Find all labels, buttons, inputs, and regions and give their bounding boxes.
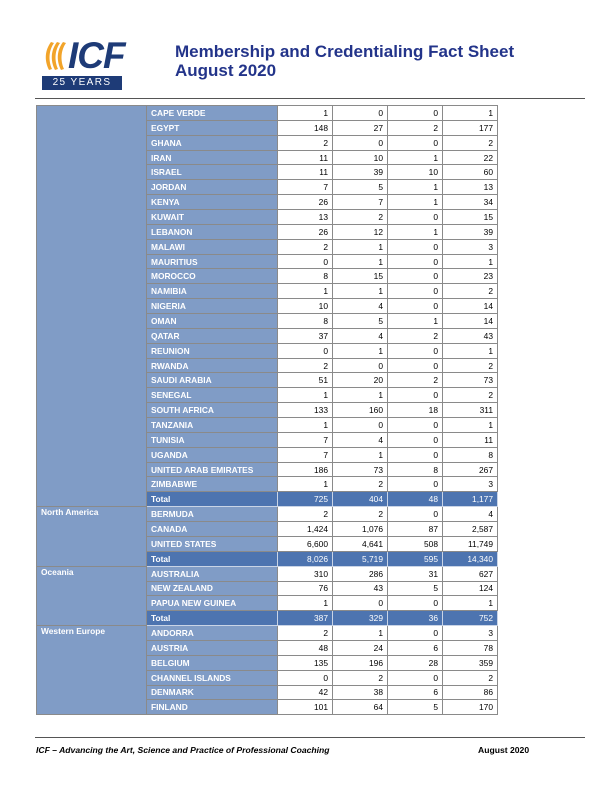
icf-logo [42,35,125,90]
value-cell: 0 [388,106,443,121]
country-cell: RWANDA [147,358,278,373]
value-cell: 1 [388,180,443,195]
footer-tagline: ICF – Advancing the Art, Science and Practice of Professional Coaching [36,745,330,755]
value-cell: 311 [443,403,498,418]
value-cell: 1 [333,254,388,269]
value-cell: 0 [388,432,443,447]
table-row [37,566,498,581]
value-cell: 2 [278,358,333,373]
value-cell: 1 [443,418,498,433]
country-cell: FINLAND [147,700,278,715]
value-cell: 2 [333,477,388,492]
value-cell: 43 [333,581,388,596]
value-cell: 1 [388,314,443,329]
value-cell: 7 [333,195,388,210]
value-cell: 0 [388,269,443,284]
country-cell: ZIMBABWE [147,477,278,492]
value-cell: 1 [278,596,333,611]
value-cell: 23 [443,269,498,284]
value-cell: 0 [388,418,443,433]
logo-wordmark: ICF [68,35,125,76]
value-cell: 0 [333,106,388,121]
value-cell: 0 [388,299,443,314]
country-cell: SOUTH AFRICA [147,403,278,418]
value-cell: 87 [388,522,443,537]
value-cell: 14 [443,299,498,314]
value-cell: 6,600 [278,536,333,551]
value-cell: 508 [388,536,443,551]
country-cell: SENEGAL [147,388,278,403]
country-cell: LEBANON [147,224,278,239]
value-cell: 359 [443,655,498,670]
value-cell: 148 [278,120,333,135]
value-cell: 8 [278,269,333,284]
country-cell: AUSTRALIA [147,566,278,581]
value-cell: 1 [333,343,388,358]
value-cell: 1 [333,626,388,641]
value-cell: 42 [278,685,333,700]
value-cell: 2 [278,239,333,254]
value-cell: 2 [388,120,443,135]
value-cell: 38 [333,685,388,700]
country-cell: BERMUDA [147,507,278,522]
country-cell: Total [147,551,278,566]
value-cell: 1 [443,106,498,121]
value-cell: 1 [388,224,443,239]
value-cell: 1 [333,447,388,462]
value-cell: 0 [388,477,443,492]
value-cell: 135 [278,655,333,670]
value-cell: 0 [388,626,443,641]
value-cell: 28 [388,655,443,670]
value-cell: 48 [388,492,443,507]
value-cell: 2 [333,210,388,225]
value-cell: 7 [278,180,333,195]
country-cell: DENMARK [147,685,278,700]
value-cell: 39 [333,165,388,180]
value-cell: 15 [443,210,498,225]
country-cell: ISRAEL [147,165,278,180]
country-cell: UNITED STATES [147,536,278,551]
value-cell: 1 [333,284,388,299]
table-row [37,626,498,641]
country-cell: ANDORRA [147,626,278,641]
value-cell: 0 [388,210,443,225]
value-cell: 0 [388,447,443,462]
value-cell: 752 [443,611,498,626]
value-cell: 2 [443,358,498,373]
value-cell: 1,177 [443,492,498,507]
country-cell: PAPUA NEW GUINEA [147,596,278,611]
value-cell: 18 [388,403,443,418]
value-cell: 8 [278,314,333,329]
country-cell: KUWAIT [147,210,278,225]
value-cell: 0 [388,343,443,358]
value-cell: 2 [278,135,333,150]
value-cell: 2 [443,135,498,150]
value-cell: 101 [278,700,333,715]
value-cell: 11 [443,432,498,447]
value-cell: 3 [443,239,498,254]
country-cell: MALAWI [147,239,278,254]
value-cell: 0 [278,343,333,358]
value-cell: 329 [333,611,388,626]
value-cell: 5 [388,581,443,596]
value-cell: 310 [278,566,333,581]
value-cell: 5 [333,314,388,329]
value-cell: 11,749 [443,536,498,551]
footer-divider [35,737,585,738]
region-cell: Western Europe [37,626,147,715]
value-cell: 24 [333,640,388,655]
value-cell: 10 [388,165,443,180]
country-cell: IRAN [147,150,278,165]
value-cell: 267 [443,462,498,477]
country-cell: CANADA [147,522,278,537]
country-cell: REUNION [147,343,278,358]
value-cell: 60 [443,165,498,180]
value-cell: 1 [333,239,388,254]
table-row [37,106,498,121]
country-cell: Total [147,492,278,507]
value-cell: 12 [333,224,388,239]
country-cell: TANZANIA [147,418,278,433]
value-cell: 124 [443,581,498,596]
value-cell: 177 [443,120,498,135]
value-cell: 51 [278,373,333,388]
value-cell: 2 [333,670,388,685]
title-line-1: Membership and Credentialing Fact Sheet [175,42,515,61]
value-cell: 73 [333,462,388,477]
value-cell: 2 [388,373,443,388]
value-cell: 76 [278,581,333,596]
value-cell: 34 [443,195,498,210]
value-cell: 0 [388,254,443,269]
value-cell: 0 [388,284,443,299]
value-cell: 5 [388,700,443,715]
value-cell: 7 [278,447,333,462]
value-cell: 627 [443,566,498,581]
value-cell: 2,587 [443,522,498,537]
value-cell: 170 [443,700,498,715]
value-cell: 286 [333,566,388,581]
header-divider [35,98,585,99]
value-cell: 0 [388,388,443,403]
value-cell: 5 [333,180,388,195]
value-cell: 8,026 [278,551,333,566]
value-cell: 78 [443,640,498,655]
value-cell: 64 [333,700,388,715]
country-cell: AUSTRIA [147,640,278,655]
value-cell: 1 [443,343,498,358]
value-cell: 8 [443,447,498,462]
footer-date: August 2020 [478,745,530,755]
value-cell: 13 [278,210,333,225]
membership-table [36,105,498,715]
region-cell: North America [37,507,147,566]
value-cell: 14 [443,314,498,329]
country-cell: SAUDI ARABIA [147,373,278,388]
table-row [37,507,498,522]
value-cell: 26 [278,224,333,239]
value-cell: 0 [333,135,388,150]
country-cell: UGANDA [147,447,278,462]
value-cell: 1,076 [333,522,388,537]
value-cell: 7 [278,432,333,447]
value-cell: 6 [388,685,443,700]
country-cell: TUNISIA [147,432,278,447]
value-cell: 37 [278,328,333,343]
value-cell: 0 [388,358,443,373]
country-cell: CAPE VERDE [147,106,278,121]
country-cell: QATAR [147,328,278,343]
value-cell: 1 [278,106,333,121]
value-cell: 10 [278,299,333,314]
value-cell: 1 [443,254,498,269]
value-cell: 1 [278,388,333,403]
country-cell: NIGERIA [147,299,278,314]
value-cell: 4,641 [333,536,388,551]
value-cell: 186 [278,462,333,477]
value-cell: 4 [333,328,388,343]
value-cell: 11 [278,150,333,165]
value-cell: 0 [388,670,443,685]
country-cell: KENYA [147,195,278,210]
value-cell: 595 [388,551,443,566]
value-cell: 13 [443,180,498,195]
value-cell: 2 [443,388,498,403]
value-cell: 27 [333,120,388,135]
value-cell: 15 [333,269,388,284]
value-cell: 26 [278,195,333,210]
value-cell: 0 [388,596,443,611]
value-cell: 2 [443,284,498,299]
region-cell [37,106,147,507]
region-cell: Oceania [37,566,147,625]
country-cell: GHANA [147,135,278,150]
value-cell: 4 [333,299,388,314]
value-cell: 36 [388,611,443,626]
value-cell: 48 [278,640,333,655]
value-cell: 2 [278,626,333,641]
value-cell: 2 [333,507,388,522]
logo-years-banner: 25 YEARS [42,76,122,90]
value-cell: 0 [388,239,443,254]
country-cell: EGYPT [147,120,278,135]
country-cell: JORDAN [147,180,278,195]
country-cell: BELGIUM [147,655,278,670]
value-cell: 31 [388,566,443,581]
title-line-2: August 2020 [175,61,277,80]
value-cell: 1,424 [278,522,333,537]
value-cell: 1 [278,284,333,299]
value-cell: 2 [443,670,498,685]
country-cell: NEW ZEALAND [147,581,278,596]
value-cell: 4 [333,432,388,447]
value-cell: 0 [278,670,333,685]
value-cell: 2 [388,328,443,343]
value-cell: 3 [443,477,498,492]
country-cell: CHANNEL ISLANDS [147,670,278,685]
value-cell: 196 [333,655,388,670]
value-cell: 404 [333,492,388,507]
country-cell: UNITED ARAB EMIRATES [147,462,278,477]
value-cell: 0 [333,418,388,433]
value-cell: 20 [333,373,388,388]
value-cell: 43 [443,328,498,343]
value-cell: 6 [388,640,443,655]
country-cell: NAMIBIA [147,284,278,299]
value-cell: 0 [333,596,388,611]
value-cell: 1 [278,477,333,492]
value-cell: 2 [278,507,333,522]
value-cell: 725 [278,492,333,507]
value-cell: 160 [333,403,388,418]
value-cell: 10 [333,150,388,165]
value-cell: 22 [443,150,498,165]
value-cell: 3 [443,626,498,641]
value-cell: 5,719 [333,551,388,566]
value-cell: 1 [388,195,443,210]
value-cell: 86 [443,685,498,700]
value-cell: 0 [278,254,333,269]
country-cell: Total [147,611,278,626]
value-cell: 11 [278,165,333,180]
value-cell: 0 [333,358,388,373]
value-cell: 133 [278,403,333,418]
value-cell: 387 [278,611,333,626]
country-cell: MOROCCO [147,269,278,284]
value-cell: 14,340 [443,551,498,566]
value-cell: 1 [443,596,498,611]
value-cell: 39 [443,224,498,239]
value-cell: 4 [443,507,498,522]
value-cell: 1 [278,418,333,433]
page-title [175,42,514,80]
value-cell: 0 [388,507,443,522]
value-cell: 1 [333,388,388,403]
value-cell: 1 [388,150,443,165]
country-cell: OMAN [147,314,278,329]
country-cell: MAURITIUS [147,254,278,269]
value-cell: 0 [388,135,443,150]
value-cell: 8 [388,462,443,477]
value-cell: 73 [443,373,498,388]
